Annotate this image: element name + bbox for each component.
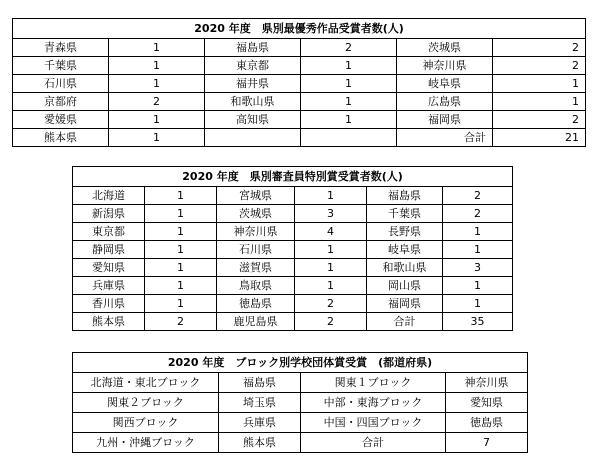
count-cell: 3 (295, 205, 367, 223)
table-row (73, 205, 513, 223)
count-cell: 1 (301, 75, 397, 93)
table-row (13, 75, 586, 93)
prefecture-cell: 滋賀県 (217, 259, 295, 277)
award-table-block-school-groups (72, 352, 528, 453)
total-value: 35 (443, 313, 513, 331)
prefecture-cell: 熊本県 (73, 313, 145, 331)
block-cell: 北海道・東北ブロック (73, 373, 219, 393)
table-title: 2020 年度 ブロック別学校団体賞受賞 (都道府県) (73, 353, 528, 373)
table-row (73, 241, 513, 259)
count-cell: 1 (145, 277, 217, 295)
prefecture-cell: 埼玉県 (219, 393, 301, 413)
count-cell: 1 (145, 259, 217, 277)
prefecture-cell: 長野県 (367, 223, 443, 241)
table-row (73, 295, 513, 313)
count-cell: 1 (443, 223, 513, 241)
prefecture-cell: 徳島県 (217, 295, 295, 313)
prefecture-cell: 福島県 (219, 373, 301, 393)
count-cell: 1 (109, 129, 205, 147)
prefecture-cell: 北海道 (73, 187, 145, 205)
prefecture-cell: 京都府 (13, 93, 109, 111)
count-cell: 2 (493, 111, 586, 129)
prefecture-cell: 和歌山県 (367, 259, 443, 277)
prefecture-cell: 静岡県 (73, 241, 145, 259)
total-label: 合計 (367, 313, 443, 331)
prefecture-cell: 石川県 (217, 241, 295, 259)
prefecture-cell: 兵庫県 (73, 277, 145, 295)
block-cell: 関東１ブロック (301, 373, 446, 393)
table-row (73, 277, 513, 295)
table-row (73, 187, 513, 205)
prefecture-cell: 兵庫県 (219, 413, 301, 433)
prefecture-cell: 和歌山県 (205, 93, 301, 111)
table-row (73, 373, 528, 393)
prefecture-cell: 東京都 (205, 57, 301, 75)
prefecture-cell: 福岡県 (397, 111, 493, 129)
block-cell: 九州・沖縄ブロック (73, 433, 219, 453)
prefecture-cell: 岡山県 (367, 277, 443, 295)
count-cell: 1 (295, 277, 367, 295)
count-cell: 2 (145, 313, 217, 331)
prefecture-cell: 高知県 (205, 111, 301, 129)
count-cell: 1 (443, 295, 513, 313)
prefecture-cell: 千葉県 (13, 57, 109, 75)
count-cell: 1 (109, 75, 205, 93)
prefecture-cell: 愛媛県 (13, 111, 109, 129)
prefecture-cell: 徳島県 (446, 413, 528, 433)
prefecture-cell: 熊本県 (13, 129, 109, 147)
count-cell: 1 (301, 57, 397, 75)
prefecture-cell: 広島県 (397, 93, 493, 111)
block-cell: 中部・東海ブロック (301, 393, 446, 413)
prefecture-cell: 熊本県 (219, 433, 301, 453)
prefecture-cell: 愛知県 (73, 259, 145, 277)
table-row (73, 259, 513, 277)
prefecture-cell: 東京都 (73, 223, 145, 241)
count-cell: 1 (109, 111, 205, 129)
count-cell: 4 (295, 223, 367, 241)
count-cell: 1 (295, 187, 367, 205)
count-cell: 1 (145, 205, 217, 223)
prefecture-cell: 香川県 (73, 295, 145, 313)
total-value: 7 (446, 433, 528, 453)
count-cell: 2 (295, 313, 367, 331)
count-cell: 1 (145, 241, 217, 259)
table-row (73, 433, 528, 453)
count-cell: 2 (443, 187, 513, 205)
count-cell: 2 (109, 93, 205, 111)
table-row (13, 129, 586, 147)
count-cell: 1 (301, 93, 397, 111)
prefecture-cell: 茨城県 (217, 205, 295, 223)
count-cell: 1 (493, 93, 586, 111)
count-cell: 1 (145, 223, 217, 241)
count-cell: 1 (295, 241, 367, 259)
prefecture-cell: 石川県 (13, 75, 109, 93)
prefecture-cell: 神奈川県 (217, 223, 295, 241)
prefecture-cell: 鳥取県 (217, 277, 295, 295)
table-row (13, 39, 586, 57)
table-title: 2020 年度 県別審査員特別賞受賞者数(人) (73, 167, 513, 187)
count-cell: 2 (493, 57, 586, 75)
count-cell: 3 (443, 259, 513, 277)
total-label: 合計 (301, 433, 446, 453)
table-row (73, 393, 528, 413)
table-row (13, 57, 586, 75)
block-cell: 中国・四国ブロック (301, 413, 446, 433)
prefecture-cell: 岐阜県 (397, 75, 493, 93)
prefecture-cell: 鹿児島県 (217, 313, 295, 331)
count-cell: 1 (443, 277, 513, 295)
count-cell: 2 (443, 205, 513, 223)
empty-cell (301, 129, 397, 147)
prefecture-cell: 千葉県 (367, 205, 443, 223)
prefecture-cell: 福島県 (367, 187, 443, 205)
prefecture-cell: 神奈川県 (446, 373, 528, 393)
count-cell: 1 (145, 295, 217, 313)
table-row (13, 111, 586, 129)
award-table-best-works (12, 18, 586, 147)
prefecture-cell: 岐阜県 (367, 241, 443, 259)
table-row (73, 223, 513, 241)
count-cell: 1 (109, 39, 205, 57)
block-cell: 関西ブロック (73, 413, 219, 433)
block-cell: 関東２ブロック (73, 393, 219, 413)
count-cell: 2 (493, 39, 586, 57)
prefecture-cell: 宮城県 (217, 187, 295, 205)
table-row (13, 93, 586, 111)
count-cell: 1 (443, 241, 513, 259)
prefecture-cell: 神奈川県 (397, 57, 493, 75)
count-cell: 1 (109, 57, 205, 75)
prefecture-cell: 青森県 (13, 39, 109, 57)
table-title: 2020 年度 県別最優秀作品受賞者数(人) (13, 19, 586, 39)
prefecture-cell: 新潟県 (73, 205, 145, 223)
count-cell: 1 (145, 187, 217, 205)
total-label: 合計 (397, 129, 493, 147)
prefecture-cell: 愛知県 (446, 393, 528, 413)
count-cell: 1 (295, 259, 367, 277)
empty-cell (205, 129, 301, 147)
count-cell: 1 (493, 75, 586, 93)
prefecture-cell: 茨城県 (397, 39, 493, 57)
total-value: 21 (493, 129, 586, 147)
prefecture-cell: 福岡県 (367, 295, 443, 313)
count-cell: 1 (301, 111, 397, 129)
award-table-judges-special (72, 166, 513, 331)
table-row (73, 413, 528, 433)
prefecture-cell: 福井県 (205, 75, 301, 93)
table-row (73, 313, 513, 331)
count-cell: 2 (295, 295, 367, 313)
count-cell: 2 (301, 39, 397, 57)
prefecture-cell: 福島県 (205, 39, 301, 57)
